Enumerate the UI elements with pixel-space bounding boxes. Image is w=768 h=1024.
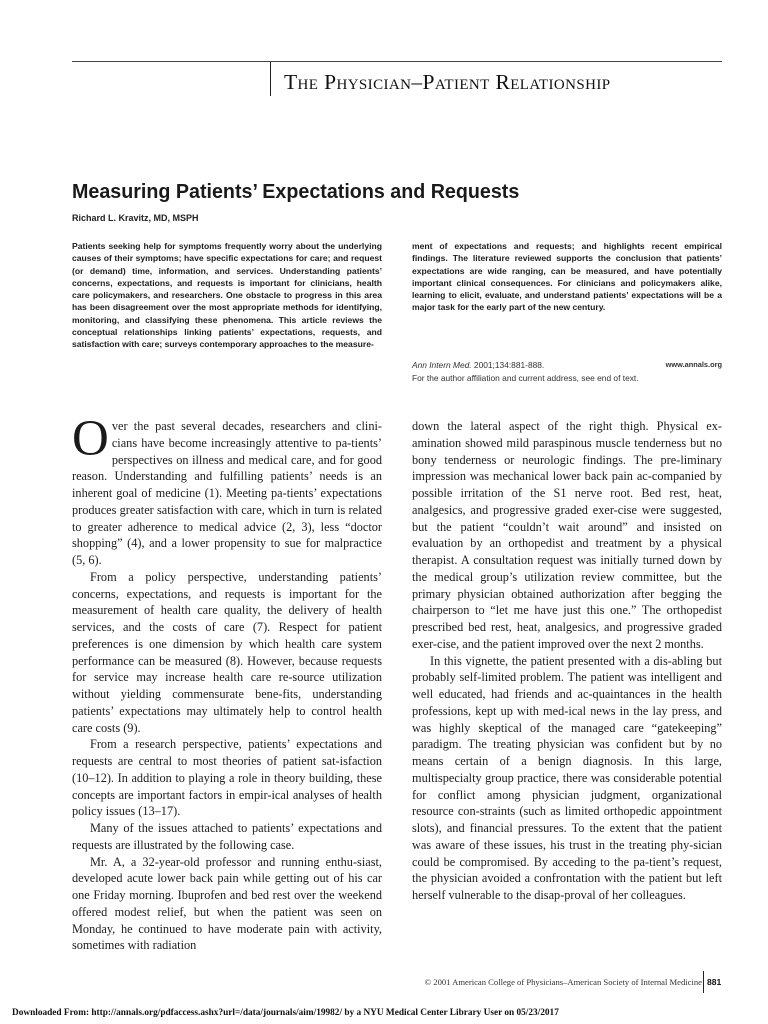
copyright-notice: © 2001 American College of Physicians–American Society of Internal Medicine — [424, 977, 702, 987]
abstract-right: ment of expectations and requests; and highlights recent empirical findings. The literature reviewed supports the conclusion that patients’ expectations are wide ranging, can be measured, and have potentially important clinical consequences. For clinicians and policymakers alike, learning to elicit, evaluate, and understand patients’ expectations will be a major task for the early part of the new century. — [412, 241, 722, 313]
abstract-left: Patients seeking help for symptoms frequently worry about the underlying causes of their symptoms; have specific expectations for care; and request (or demand) time, information, and services. Understanding patients’ concerns, expectations, and requests is important for clinicians, health care policymakers, and researchers. One obstacle to progress in this area has been disagreement over the most appropriate methods for identifying, monitoring, and classifying these phenomena. This article reviews the conceptual relationships linking patients’ expectations, requests, and satisfaction with care; surveys contemporary approaches to the measure- — [72, 241, 382, 350]
citation — [412, 360, 544, 370]
body-paragraph: In this vignette, the patient presented with a dis-abling but probably self-limited problem. The patient was intelligent and well educated, had friends and ac-quaintances in the health professions, kept up with med-ical news in the lay press, and was highly skeptical of the managed care “gatekeeping” paradigm. The treating physician was confident but by no means certain of a benign diagnosis. In this large, multispecialty group practice, there was considerable potential for conflict among physician judgment, organizational resource con-straints (such as limited orthopedic appointment slots), and financial pressures. To the extent that the patient was aware of these issues, his trust in the treating phy-sician could be compromised. By acceding to the pa-tient’s request, the physician avoided a confrontation with the patient but left herself vulnerable to the disap-proval of her colleagues. — [412, 653, 722, 902]
citation-row — [412, 360, 722, 372]
body-column-left — [72, 411, 382, 954]
page-number: 881 — [707, 977, 722, 987]
body-column-right — [412, 418, 722, 904]
footer-divider — [703, 971, 704, 993]
article-title: Measuring Patients’ Expectations and Requests — [72, 180, 520, 203]
body-paragraph: Mr. A, a 32-year-old professor and running enthu-siast, developed acute lower back pain while getting out of his car one Friday morning. Ibuprofen and bed rest over the weekend offered modest relief, but when the patient was seen on Monday, he continued to have moderate pain with activity, sometimes with radiation — [72, 854, 382, 953]
body-paragraph: Many of the issues attached to patients’ expectations and requests are illustrated by the following case. — [72, 821, 382, 852]
drop-cap: O — [72, 411, 109, 467]
header-rule — [72, 61, 722, 62]
citation-details: 2001;134:881-888. — [471, 360, 545, 370]
journal-name: Ann Intern Med. — [412, 360, 472, 370]
body-paragraph: down the lateral aspect of the right thigh. Physical ex-amination showed mild paraspinous muscle tenderness but no bony tenderness or neurologic findings. The pre-liminary impression was mechanical lower back pain ac-companied by possible irritation of the S1 nerve root. Bed rest, heat, analgesics, and progressive graded exer-cise were suggested, but the patient “couldn’t wait around” and insisted on evaluation by an orthopedist and treatment by a physical therapist. A consultation request was initially turned down by the medical group’s utilization review committee, but the primary physician obtained authorization after begging the chairperson to “let me have just this one.” The orthopedist prescribed bed rest, heat, analgesics, and progressive graded exer-cise, and the patient improved over the next 2 months. — [412, 419, 722, 651]
section-title: The Physician–Patient Relationship — [284, 70, 611, 94]
download-notice: Downloaded From: http://annals.org/pdfaccess.ashx?url=/data/journals/aim/19982/ by a NYU Medical Center Library User on 05/23/2017 — [12, 1008, 559, 1018]
header-divider — [270, 62, 271, 96]
body-paragraph: From a research perspective, patients’ expectations and requests are central to most theories of patient sat-isfaction (10–12). In addition to playing a role in theory building, these concepts are important factors in empir-ical analyses of health policy issues (13–17). — [72, 737, 382, 819]
body-paragraph — [72, 411, 382, 569]
affiliation-note: For the author affiliation and current address, see end of text. — [412, 373, 639, 383]
body-paragraph: From a policy perspective, understanding patients’ concerns, expectations, and requests is important for the measurement of health care quality, the delivery of health services, and the costs of care (7). Respect for patient preferences is one dimension by which health care system performance can be measured (8). However, because requests for service may increase health care re-source utilization without yielding commensurate bene-fits, understanding patients’ expectations may ultimately help to control health care costs (9). — [72, 569, 382, 735]
author-line: Richard L. Kravitz, MD, MSPH — [72, 213, 199, 223]
journal-url[interactable]: www.annals.org — [665, 360, 722, 369]
paragraph-text: ver the past several decades, researchers and clini-cians have become increasingly attentive to pa-tients’ perspectives on illness and medical care, and for good reason. Understanding and fulfilling patients’ needs is an inherent goal of medicine (1). Meeting pa-tients’ expectations produces greater satisfaction with care, which in turn is related to greater adherence to medical advice (2, 3), less “doctor shopping” (4), and a lower propensity to sue for malpractice (5, 6). — [72, 419, 382, 567]
